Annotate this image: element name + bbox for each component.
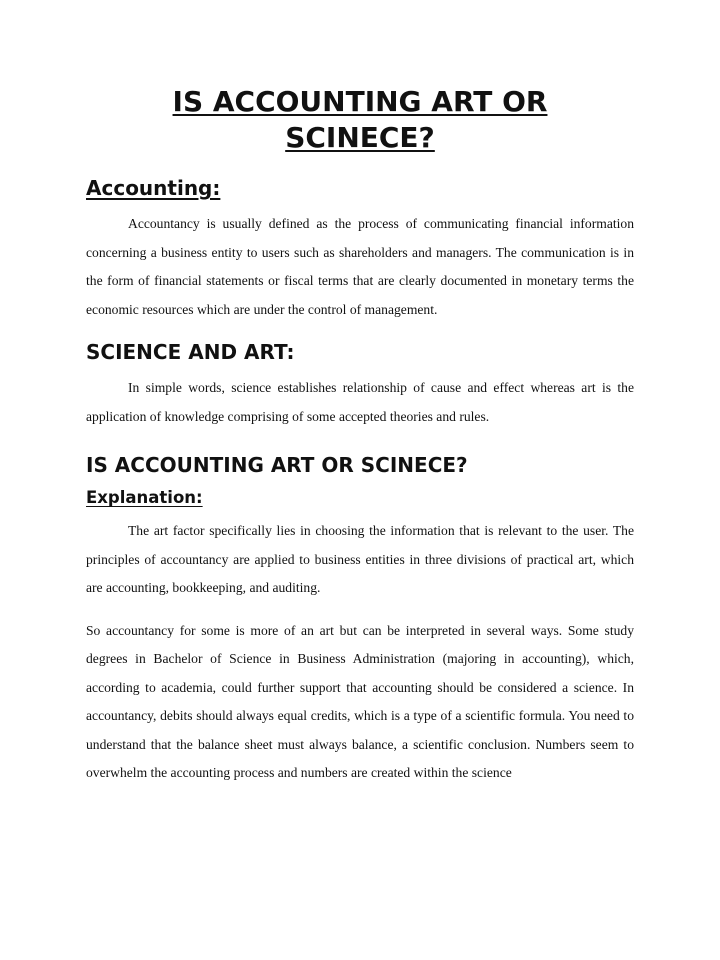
document-title: IS ACCOUNTING ART OR SCINECE? — [172, 85, 548, 154]
subheading-explanation: Explanation: — [86, 488, 203, 507]
paragraph-science-and-art: In simple words, science establishes relationship of cause and effect whereas art is the application of knowledge comprising of some accepted theories and rules. — [86, 380, 634, 424]
section-heading-is-accounting-art-or-science: IS ACCOUNTING ART OR SCINECE? — [86, 453, 468, 477]
section-heading-accounting: Accounting: — [86, 176, 221, 200]
paragraph-accounting-definition: Accountancy is usually defined as the process of communicating financial information concerning a business entity to users such as shareholders and managers. The communication is in the form of financial statements or fiscal terms that are clearly documented in monetary terms the economic resources which are under the control of management. — [86, 216, 634, 317]
section-heading-science-and-art: SCIENCE AND ART: — [86, 340, 295, 364]
paragraph-art-factor: The art factor specifically lies in choosing the information that is relevant to the user. The principles of accountancy are applied to business entities in three divisions of practical art, which are accounting, bookkeeping, and auditing. — [86, 523, 634, 595]
paragraph-accountancy-art-or-science: So accountancy for some is more of an art but can be interpreted in several ways. Some study degrees in Bachelor of Science in Business Administration (majoring in accounting), which, according to academia, could further support that accounting should be considered a science. In accountancy, debits should always equal credits, which is a type of a scientific formula. You need to understand that the balance sheet must always balance, a scientific conclusion. Numbers seem to overwhelm the accounting process and numbers are created within the science — [86, 622, 634, 780]
